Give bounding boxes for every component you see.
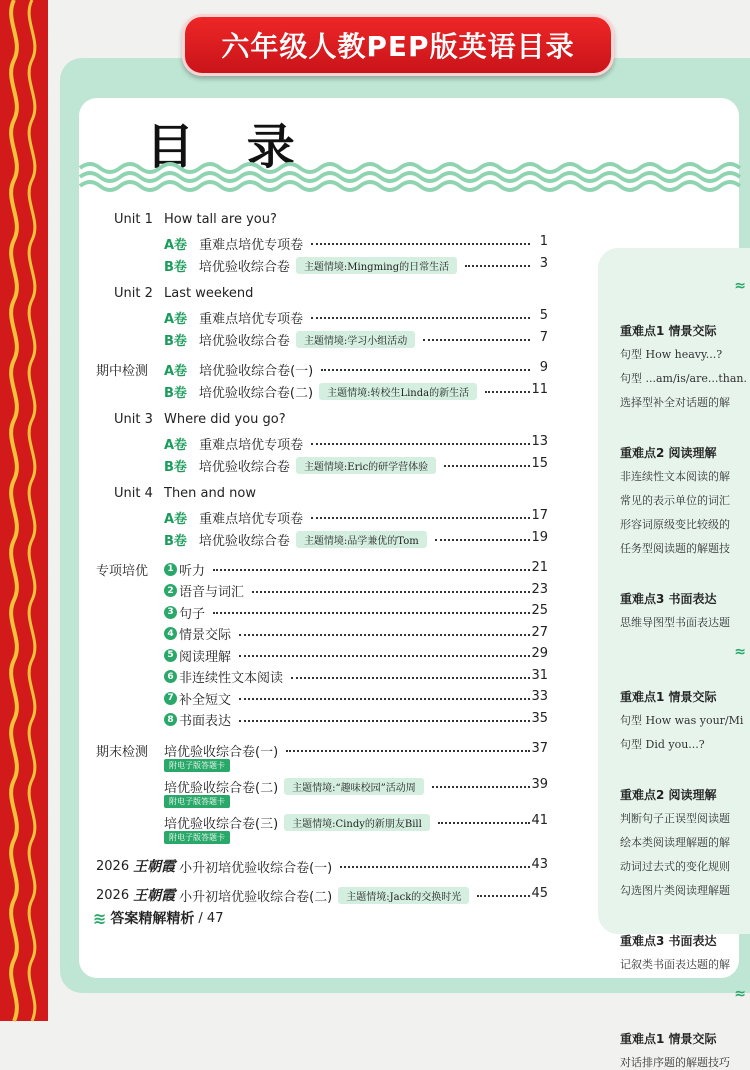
- separator-icon: ≈: [734, 644, 746, 660]
- entry-title: 听力: [179, 563, 206, 579]
- volume-label: B卷: [164, 333, 187, 349]
- volume-label: B卷: [164, 259, 187, 275]
- brand-logo: 王朝霞: [133, 859, 176, 875]
- leader-dots: [213, 612, 530, 614]
- page-number: 35: [531, 710, 548, 726]
- volume-label: A卷: [164, 237, 188, 253]
- number-badge: 3: [164, 606, 177, 619]
- number-badge: 6: [164, 670, 177, 683]
- section-label: Unit 3: [114, 412, 153, 427]
- preview-heading: 重难点1 情景交际: [620, 690, 717, 704]
- theme-badge: 主题情境:“趣味校园”活动周: [284, 778, 424, 795]
- toc-entry[interactable]: [164, 689, 231, 707]
- entry-title: 补全短文: [179, 692, 232, 708]
- page-number: 45: [531, 886, 548, 901]
- unit-title: Where did you go?: [164, 412, 286, 427]
- page-number: 43: [531, 857, 548, 872]
- entry-title: 语音与词汇: [179, 585, 245, 600]
- preview-item: 任务型阅读题的解题技: [620, 542, 730, 555]
- preview-heading: 重难点3 书面表达: [620, 592, 717, 606]
- leader-dots: [311, 517, 530, 519]
- answers-page: / 47: [198, 910, 224, 926]
- section-label: Unit 2: [114, 286, 153, 301]
- toc-entry[interactable]: [164, 582, 244, 600]
- leader-dots: [239, 655, 530, 657]
- brand-logo: 王朝霞: [133, 888, 176, 904]
- entry-title: 培优验收综合卷: [198, 459, 290, 475]
- toc-entry[interactable]: [164, 256, 457, 274]
- preview-item: 选择型补全对话题的解: [620, 396, 730, 409]
- preview-item: 绘本类阅读理解题的解: [620, 836, 730, 849]
- preview-item: 对话排序题的解题技巧: [620, 1056, 730, 1069]
- toc-entry[interactable]: [164, 711, 231, 729]
- toc-entry[interactable]: [164, 625, 231, 643]
- page-number: 27: [531, 624, 548, 640]
- theme-badge: 主题情境:Cindy的新朋友Bill: [284, 814, 430, 831]
- theme-badge: 主题情境:品学兼优的Tom: [296, 531, 427, 548]
- toc-entry[interactable]: [164, 668, 283, 686]
- preview-item: 句型 How was your/Mi: [620, 714, 744, 727]
- toc-entry[interactable]: [164, 308, 303, 326]
- toc-entry[interactable]: [164, 382, 477, 400]
- leader-dots: [311, 443, 530, 445]
- page-number: 1: [539, 234, 548, 249]
- preview-item: 判断句子正误型阅读题: [620, 812, 730, 825]
- number-badge: 2: [164, 584, 177, 597]
- unit-title: Then and now: [164, 486, 256, 501]
- leader-dots: [213, 569, 530, 571]
- exam-year: 2026: [96, 858, 130, 874]
- entry-title: 培优验收综合卷(三): [164, 816, 279, 832]
- toc-entry[interactable]: [164, 813, 430, 831]
- preview-item: 句型 How heavy...?: [620, 348, 723, 361]
- spine-pattern: [0, 0, 48, 1021]
- toc-entry[interactable]: [164, 434, 303, 452]
- page-number: 17: [531, 508, 548, 523]
- section-label: Unit 1: [114, 212, 153, 227]
- entry-title: 小升初培优验收综合卷(二): [179, 889, 333, 905]
- theme-badge: 主题情境:Mingming的日常生活: [296, 257, 457, 274]
- toc-entry[interactable]: [164, 508, 303, 526]
- entry-title: 小升初培优验收综合卷(一): [179, 860, 333, 876]
- preview-heading: 重难点2 阅读理解: [620, 446, 717, 460]
- leader-dots: [239, 720, 530, 722]
- toc-entry[interactable]: [164, 777, 424, 795]
- number-badge: 8: [164, 713, 177, 726]
- entry-title: 培优验收综合卷: [198, 533, 290, 549]
- answers-label: 答案精解精析: [110, 911, 195, 927]
- number-badge: 7: [164, 692, 177, 705]
- entry-title: 培优验收综合卷(二): [198, 385, 314, 401]
- leader-dots: [432, 786, 530, 788]
- volume-label: B卷: [164, 459, 187, 475]
- volume-label: A卷: [164, 511, 188, 527]
- exam-year: 2026: [96, 887, 130, 903]
- theme-badge: 主题情境:转校生Linda的新生活: [319, 383, 477, 400]
- volume-label: B卷: [164, 385, 187, 401]
- separator-icon: ≈: [734, 986, 746, 1002]
- toc-entry[interactable]: [164, 560, 205, 578]
- volume-label: A卷: [164, 437, 188, 453]
- toc-entry[interactable]: [96, 886, 469, 904]
- leader-dots: [286, 750, 530, 752]
- page-number: 5: [539, 308, 548, 323]
- preview-item: 思维导图型书面表达题: [620, 616, 730, 629]
- answer-card-tag: 附电子版答题卡: [164, 831, 230, 844]
- leader-dots: [311, 243, 530, 245]
- leader-dots: [340, 866, 530, 868]
- number-badge: 5: [164, 649, 177, 662]
- answer-card-tag: 附电子版答题卡: [164, 759, 230, 772]
- toc-entry[interactable]: [164, 234, 303, 252]
- page-number: 7: [539, 330, 548, 345]
- toc-entry[interactable]: [164, 530, 427, 548]
- leader-dots: [311, 317, 530, 319]
- preview-heading: 重难点3 书面表达: [620, 934, 717, 948]
- separator-icon: ≈: [734, 278, 746, 294]
- page-number: 15: [531, 456, 548, 471]
- leader-dots: [239, 634, 530, 636]
- toc-entry[interactable]: [164, 456, 436, 474]
- preview-heading: 重难点1 情景交际: [620, 1032, 717, 1046]
- toc-entry[interactable]: [96, 857, 332, 875]
- volume-label: A卷: [164, 311, 188, 327]
- preview-item: 句型 Did you...?: [620, 738, 705, 751]
- entry-title: 阅读理解: [179, 649, 232, 665]
- preview-item: 形容词原级变比较级的: [620, 518, 730, 531]
- answer-card-tag: 附电子版答题卡: [164, 795, 230, 808]
- preview-item: 记叙类书面表达题的解: [620, 958, 730, 971]
- right-page-preview: [598, 248, 750, 1069]
- theme-badge: 主题情境:Jack的交换时光: [338, 887, 469, 904]
- leader-dots: [239, 698, 530, 700]
- page-number: 29: [531, 646, 548, 661]
- toc-entry[interactable]: [164, 603, 205, 621]
- entry-title: 重难点培优专项卷: [199, 511, 304, 527]
- entry-title: 句子: [179, 606, 206, 622]
- page-number: 25: [531, 603, 548, 618]
- page-number: 33: [531, 689, 548, 704]
- entry-title: 重难点培优专项卷: [199, 437, 304, 453]
- page-number: 3: [539, 256, 548, 271]
- volume-label: A卷: [164, 363, 188, 379]
- page-number: 9: [539, 360, 548, 375]
- preview-item: 勾选图片类阅读理解题: [620, 884, 730, 897]
- unit-title: How tall are you?: [164, 212, 277, 227]
- number-badge: 4: [164, 627, 177, 640]
- entry-title: 培优验收综合卷: [198, 259, 290, 275]
- section-label: 专项培优: [96, 564, 149, 579]
- page-number: 19: [531, 530, 548, 545]
- number-badge: 1: [164, 563, 177, 576]
- page-number: 23: [531, 581, 548, 597]
- leader-dots: [435, 539, 530, 541]
- unit-title: Last weekend: [164, 286, 254, 301]
- entry-title: 重难点培优专项卷: [199, 311, 304, 327]
- wave-divider: [80, 160, 740, 194]
- preview-item: 动词过去式的变化规则: [620, 860, 730, 873]
- preview-heading: 重难点2 阅读理解: [620, 788, 717, 802]
- leader-dots: [252, 591, 530, 593]
- section-label: 期末检测: [96, 745, 149, 760]
- preview-item: 常见的表示单位的词汇: [620, 494, 730, 507]
- toc-entry[interactable]: [164, 741, 278, 759]
- page-heading: 目 录: [146, 119, 313, 175]
- preview-item: 句型 ...am/is/are...than.: [620, 372, 748, 385]
- red-spine: [0, 0, 48, 1021]
- section-label: 期中检测: [96, 364, 149, 379]
- entry-title: 书面表达: [179, 714, 232, 729]
- wave-icon: ≋: [93, 908, 107, 928]
- entry-title: 重难点培优专项卷: [199, 237, 304, 253]
- toc-entry[interactable]: [164, 360, 313, 378]
- preview-item: 非连续性文本阅读的解: [620, 470, 730, 483]
- entry-title: 培优验收综合卷(二): [164, 780, 279, 796]
- preview-heading: 重难点1 情景交际: [620, 324, 717, 338]
- toc-entry[interactable]: [164, 330, 415, 348]
- page-number: 21: [531, 560, 548, 575]
- page-number: 37: [531, 741, 548, 756]
- volume-label: B卷: [164, 533, 187, 549]
- entry-title: 情景交际: [179, 628, 232, 643]
- toc-entry[interactable]: [164, 646, 231, 664]
- entry-title: 培优验收综合卷: [198, 333, 290, 349]
- leader-dots: [321, 369, 530, 371]
- theme-badge: 主题情境:Eric的研学营体验: [296, 457, 436, 474]
- leader-dots: [291, 677, 530, 679]
- page-number: 13: [531, 434, 548, 449]
- entry-title: 培优验收综合卷(一): [199, 363, 314, 379]
- leader-dots: [423, 339, 530, 341]
- entry-title: 非连续性文本阅读: [179, 671, 284, 686]
- page-number: 11: [531, 382, 548, 397]
- entry-title: 培优验收综合卷(一): [164, 744, 279, 760]
- page-number: 41: [531, 813, 548, 828]
- page-number: 39: [531, 777, 548, 792]
- leader-dots: [438, 822, 530, 824]
- title-banner: 六年级人教PEP版英语目录: [182, 14, 614, 76]
- page-number: 31: [531, 667, 548, 683]
- theme-badge: 主题情境:学习小组活动: [296, 331, 415, 348]
- answers-line[interactable]: [93, 908, 223, 928]
- section-label: Unit 4: [114, 486, 153, 501]
